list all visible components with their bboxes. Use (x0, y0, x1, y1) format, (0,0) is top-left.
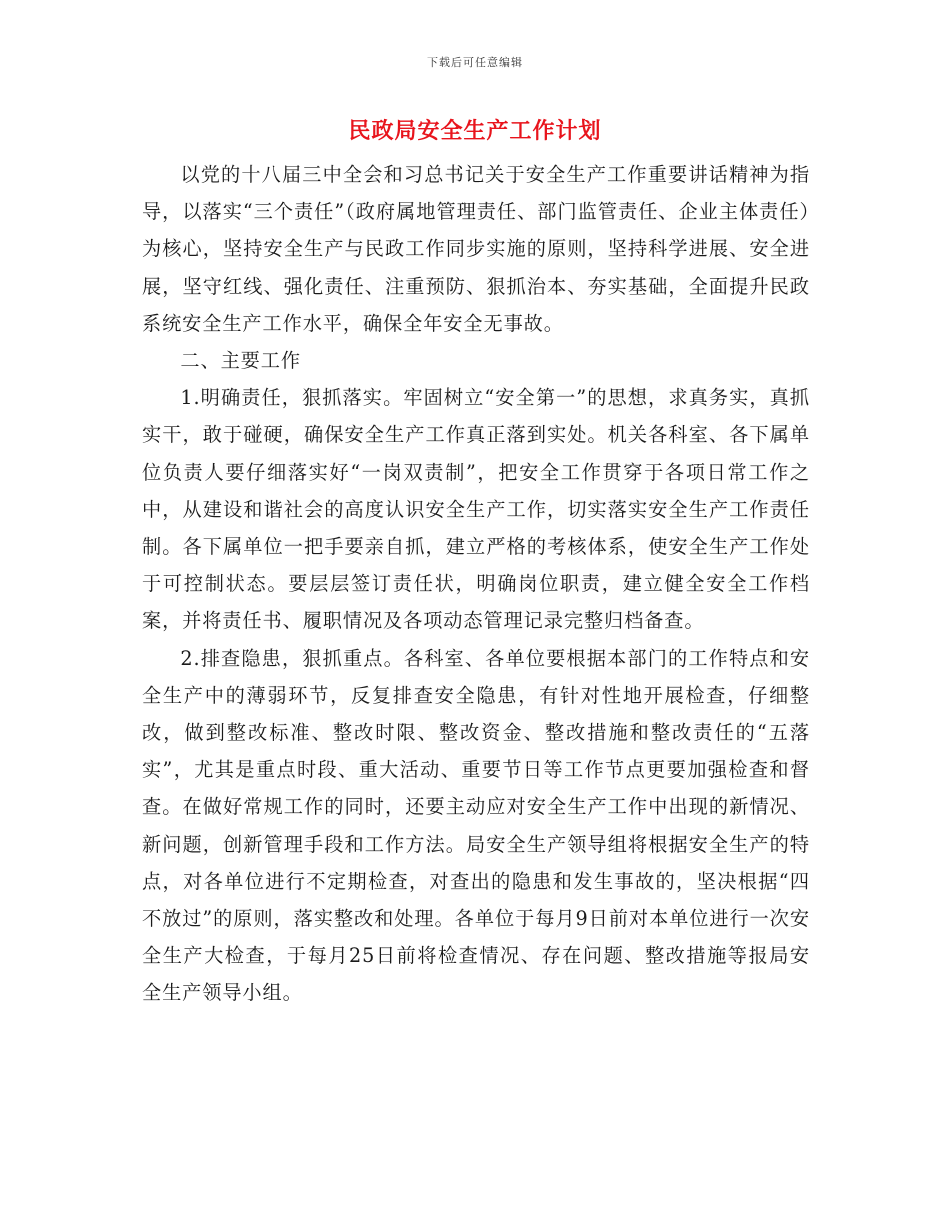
document-title: 民政局安全生产工作计划 (348, 118, 602, 144)
paragraph-item-1: 1.明确责任，狠抓落实。牢固树立“安全第一”的思想，求真务实，真抓实干，敢于碰硬，确保安全生产工作真正落到实处。机关各科室、各下属单位负责人要仔细落实好“一岗双责制”，把安全工作贯穿于各项日常工作之中，从建设和谐社会的高度认识安全生产工作，切实落实安全生产工作责任制。各下属单位一把手要亲自抓，建立严格的考核体系，使安全生产工作处于可控制状态。要层层签订责任状，明确岗位职责，建立健全安全工作档案，并将责任书、履职情况及各项动态管理记录完整归档备查。 (142, 386, 810, 633)
header-note: 下载后可任意编辑 (427, 56, 523, 69)
paragraph-intro: 以党的十八届三中全会和习总书记关于安全生产工作重要讲话精神为指导，以落实“三个责任”（政府属地管理责任、部门监管责任、企业主体责任）为核心，坚持安全生产与民政工作同步实施的原则，坚持科学进展、安全进展，坚守红线、强化责任、注重预防、狠抓治本、夯实基础，全面提升民政系统安全生产工作水平，确保全年安全无事故。 (142, 163, 810, 335)
document-body (142, 156, 810, 1012)
paragraph-item-2: 2.排查隐患，狠抓重点。各科室、各单位要根据本部门的工作特点和安全生产中的薄弱环节，反复排查安全隐患，有针对性地开展检查，仔细整改，做到整改标准、整改时限、整改资金、整改措施和整改责任的“五落实”，尤其是重点时段、重大活动、重要节日等工作节点更要加强检查和督查。在做好常规工作的同时，还要主动应对安全生产工作中出现的新情况、新问题，创新管理手段和工作方法。局安全生产领导组将根据安全生产的特点，对各单位进行不定期检查，对查出的隐患和发生事故的，坚决根据“四不放过”的原则，落实整改和处理。各单位于每月9日前对本单位进行一次安全生产大检查，于每月25日前将检查情况、存在问题、整改措施等报局安全生产领导小组。 (142, 646, 810, 1005)
section-heading-main-work: 二、主要工作 (180, 349, 301, 373)
